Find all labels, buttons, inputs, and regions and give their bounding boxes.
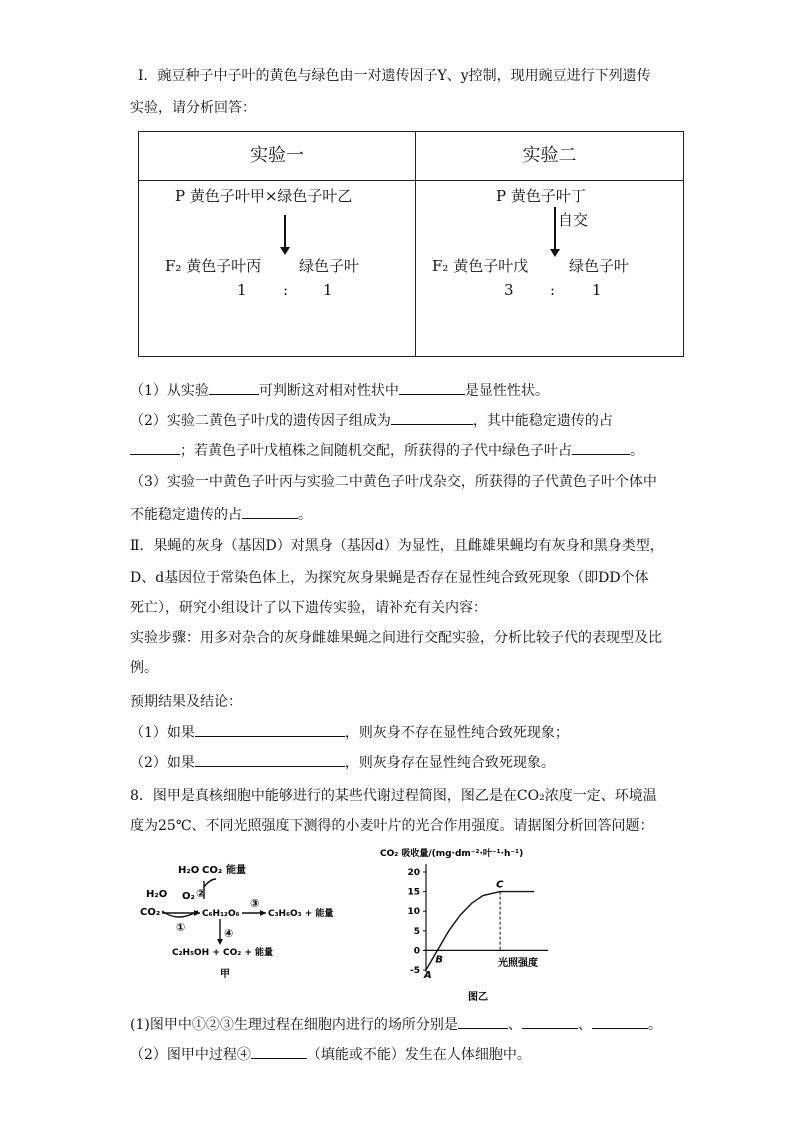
part2-result2: （2）如果 ，则灰身存在显性纯合致死现象。 [130,752,555,773]
part2-result1: （1）如果 ，则灰身不存在显性纯合致死现象； [130,722,569,743]
fig-jia-co2-top: CO₂ [202,865,223,876]
chart-xlabel: 光照强度 [498,958,538,969]
chart-y-tick-label: 0 [413,946,420,957]
exp2-down-arrow-icon [554,207,556,251]
part1-intro-line1: Ⅰ．豌豆种子中子叶的黄色与绿色由一对遗传因子Y、y控制，现用豌豆进行下列遗传 [138,68,651,84]
chart-y-tick-label: 15 [407,887,420,898]
fig-jia-step1: ① [176,921,186,934]
exp1-down-arrow-icon [284,215,286,249]
fig-jia-co2-left: CO₂ [140,907,161,918]
chart-point-c: C [496,879,504,891]
fig-jia-ethanol: C₂H₅OH + CO₂ + 能量 [172,948,274,958]
q8-q2-blank[interactable] [251,1044,307,1059]
fig-jia-step4: ④ [224,927,234,940]
fig-jia-o2: O₂ [182,891,195,902]
q8-q1: (1)图甲中①②③生理过程在细胞内进行的场所分别是 、 、 。 [130,1014,662,1035]
exp1-p-line: P 黄色子叶甲×绿色子叶乙 [175,187,353,205]
exp2-f2-green: 绿色子叶 [569,257,630,275]
chart-y-tick-label: -5 [410,966,420,976]
part2-line1: Ⅱ．果蝇的灰身（基因D）对黑身（基因d）为显性，且雌雄果蝇均有灰身和黑身类型， [130,538,664,554]
exp2-ratio-sep: : [550,281,556,299]
q8-q1-blank-2[interactable] [522,1014,578,1029]
fig-jia-glucose: C₆H₁₂O₆ [202,909,240,919]
q8-line2: 度为25℃、不同光照强度下测得的小麦叶片的光合作用强度。请据图分析回答问题： [130,818,654,834]
part1-q3-cont: 不能稳定遗传的占 。 [130,504,312,525]
q2-blank-2[interactable] [130,440,180,455]
exp2-header: 实验二 [416,132,684,181]
chart-point-b: B [435,954,444,966]
exp1-cell [139,181,416,357]
part2-line6: 预期结果及结论： [130,694,242,710]
fig-jia-h2o-left: H₂O [146,889,168,900]
q2-blank-1[interactable] [391,410,473,425]
r1-blank[interactable] [195,722,345,737]
fig-jia-energy-top: 能量 [226,865,246,876]
exp1-f2-label: F₂ 黄色子叶丙 [165,257,262,275]
part1-q1: （1）从实验 可判断这对相对性状中 是显性性状。 [130,380,549,401]
exp1-ratio-b: 1 [323,281,333,299]
exp2-self-label: 自交 [558,211,589,229]
part1-q2: （2）实验二黄色子叶戊的遗传因子组成为 ，其中能稳定遗传的占 [130,410,613,431]
part1-intro-line2: 实验，请分析回答： [130,100,256,116]
fig-jia-lactate: C₃H₆O₃ + 能量 [268,909,334,919]
chart-ylabel: CO₂ 吸收量/(mg·dm⁻²·叶⁻¹·h⁻¹) [380,849,524,859]
chart-y-tick-label: 20 [407,868,420,878]
part1-q3: （3）实验一中黄色子叶丙与实验二中黄色子叶戊杂交，所获得的子代黄色子叶个体中 [130,474,657,490]
q8-q1-blank-3[interactable] [592,1014,648,1029]
fig-jia-h2o-top: H₂O [178,865,200,876]
q1-blank-1[interactable] [209,380,259,395]
exp2-f2-label: F₂ 黄色子叶戊 [432,257,529,275]
exp2-ratio-b: 1 [592,281,602,299]
part2-line3: 死亡），研究小组设计了以下遗传实验，请补充有关内容： [130,600,487,616]
part2-line4: 实验步骤：用多对杂合的灰身雌雄果蝇之间进行交配实验，分析比较子代的表现型及比 [130,630,662,646]
part2-line5: 例。 [130,660,158,676]
chart-y-tick-label: 5 [413,926,420,937]
fig-jia-step3: ③ [250,897,260,910]
r2-blank[interactable] [195,752,345,767]
exp1-header: 实验一 [139,132,416,181]
q2-blank-3[interactable] [572,440,630,455]
fig-jia-step2: ② [196,887,206,900]
part1-q2-cont: ；若黄色子叶戊植株之间随机交配，所获得的子代中绿色子叶占 。 [130,440,644,461]
part2-line2: D、d基因位于常染色体上，为探究灰身果蝇是否存在显性纯合致死现象（即DD个体 [130,570,649,586]
q8-q2: （2）图甲中过程④ （填能或不能）发生在人体细胞中。 [130,1044,531,1065]
q1-blank-2[interactable] [399,380,465,395]
exp1-ratio-sep: : [283,281,289,299]
q8-q1-blank-1[interactable] [458,1014,508,1029]
exp2-cell [416,181,684,357]
figure-yi-chart [360,842,560,1002]
exp1-f2-green: 绿色子叶 [299,257,360,275]
exp2-ratio-a: 3 [504,281,514,299]
q8-line1: 8．图甲是真核细胞中能够进行的某些代谢过程简图，图乙是在CO₂浓度一定、环境温 [130,788,657,804]
figure-jia [138,855,338,985]
fig-jia-caption: 甲 [220,969,230,980]
chart-y-tick-label: 10 [407,907,420,918]
experiment-table [138,131,684,357]
exp2-p-line: P 黄色子叶丁 [496,187,586,205]
chart-caption: 图乙 [468,992,488,1002]
chart-point-a: A [424,970,432,981]
q3-blank[interactable] [242,504,298,519]
exp1-ratio-a: 1 [237,281,247,299]
